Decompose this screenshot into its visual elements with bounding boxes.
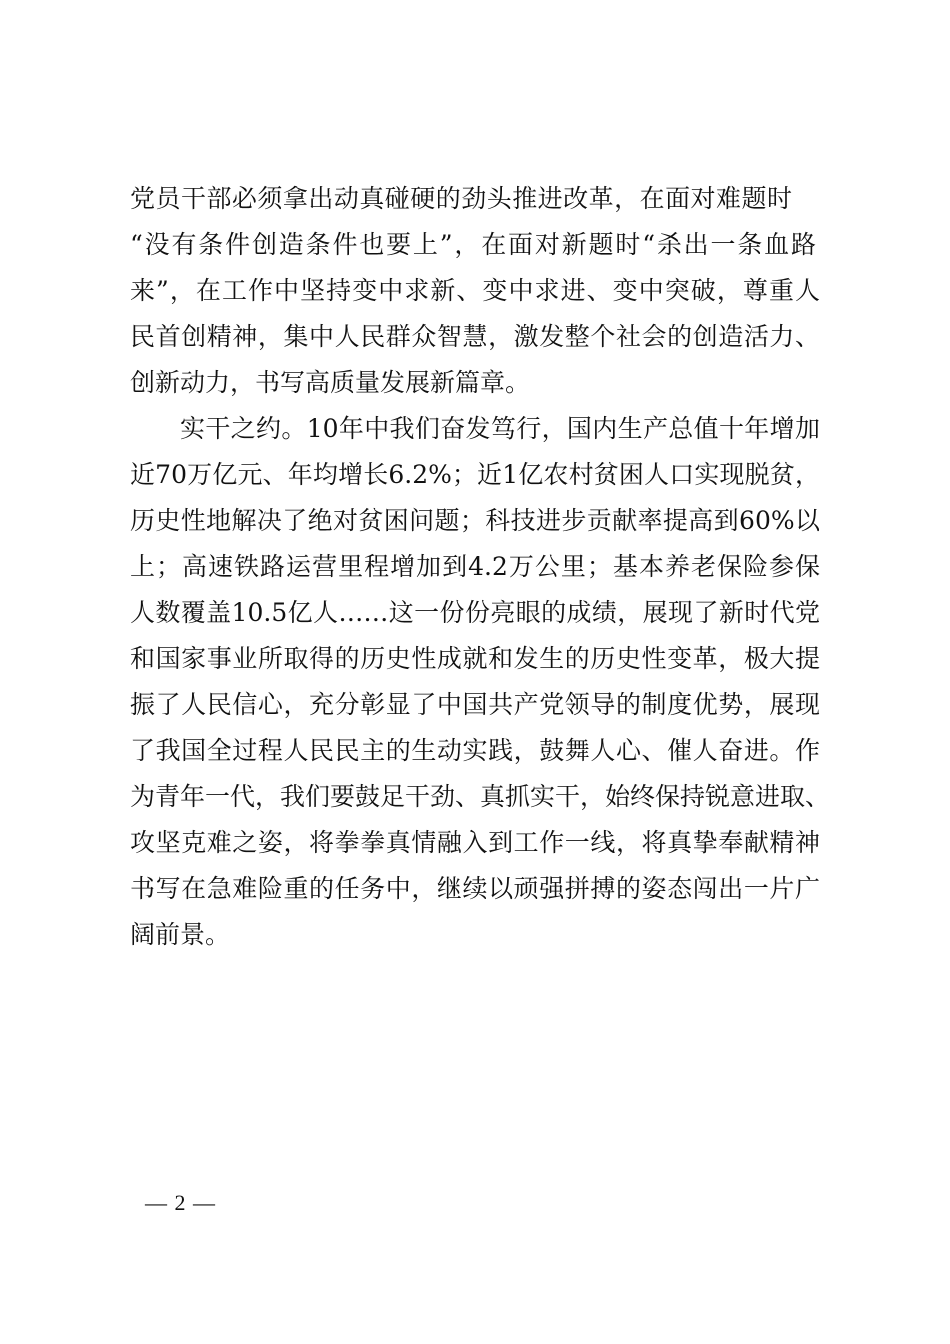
body-text xyxy=(130,176,831,958)
text-line: 阔前景。 xyxy=(130,920,231,949)
text-line: 人数覆盖10.5亿人……这一份份亮眼的成绩，展现了新时代党 xyxy=(130,598,820,627)
text-line: 实干之约。10年中我们奋发笃行，国内生产总值十年增加 xyxy=(180,414,820,443)
text-line: 书写在急难险重的任务中，继续以顽强拼搏的姿态闯出一片广 xyxy=(130,874,820,903)
text-line: 和国家事业所取得的历史性成就和发生的历史性变革，极大提 xyxy=(130,644,820,673)
text-line: 近70万亿元、年均增长6.2%；近1亿农村贫困人口实现脱贫， xyxy=(130,460,820,489)
text-line: 攻坚克难之姿，将拳拳真情融入到工作一线，将真挚奉献精神 xyxy=(130,828,820,857)
text-line: 为青年一代，我们要鼓足干劲、真抓实干，始终保持锐意进取、 xyxy=(130,782,831,811)
text-line: 振了人民信心，充分彰显了中国共产党领导的制度优势，展现 xyxy=(130,690,820,719)
text-line: 来”，在工作中坚持变中求新、变中求进、变中突破，尊重人 xyxy=(130,276,820,305)
text-line: 党员干部必须拿出动真碰硬的劲头推进改革，在面对难题时 xyxy=(130,184,792,213)
text-line: 上；高速铁路运营里程增加到4.2万公里；基本养老保险参保 xyxy=(130,552,820,581)
text-line: 历史性地解决了绝对贫困问题；科技进步贡献率提高到60%以 xyxy=(130,506,820,535)
text-line: “没有条件创造条件也要上”，在面对新题时“杀出一条血路 xyxy=(130,230,816,259)
text-line: 了我国全过程人民民主的生动实践，鼓舞人心、催人奋进。作 xyxy=(130,736,820,765)
page-number: — 2 — xyxy=(145,1190,216,1215)
text-line: 创新动力，书写高质量发展新篇章。 xyxy=(130,368,531,397)
text-line: 民首创精神，集中人民群众智慧，激发整个社会的创造活力、 xyxy=(130,322,820,351)
